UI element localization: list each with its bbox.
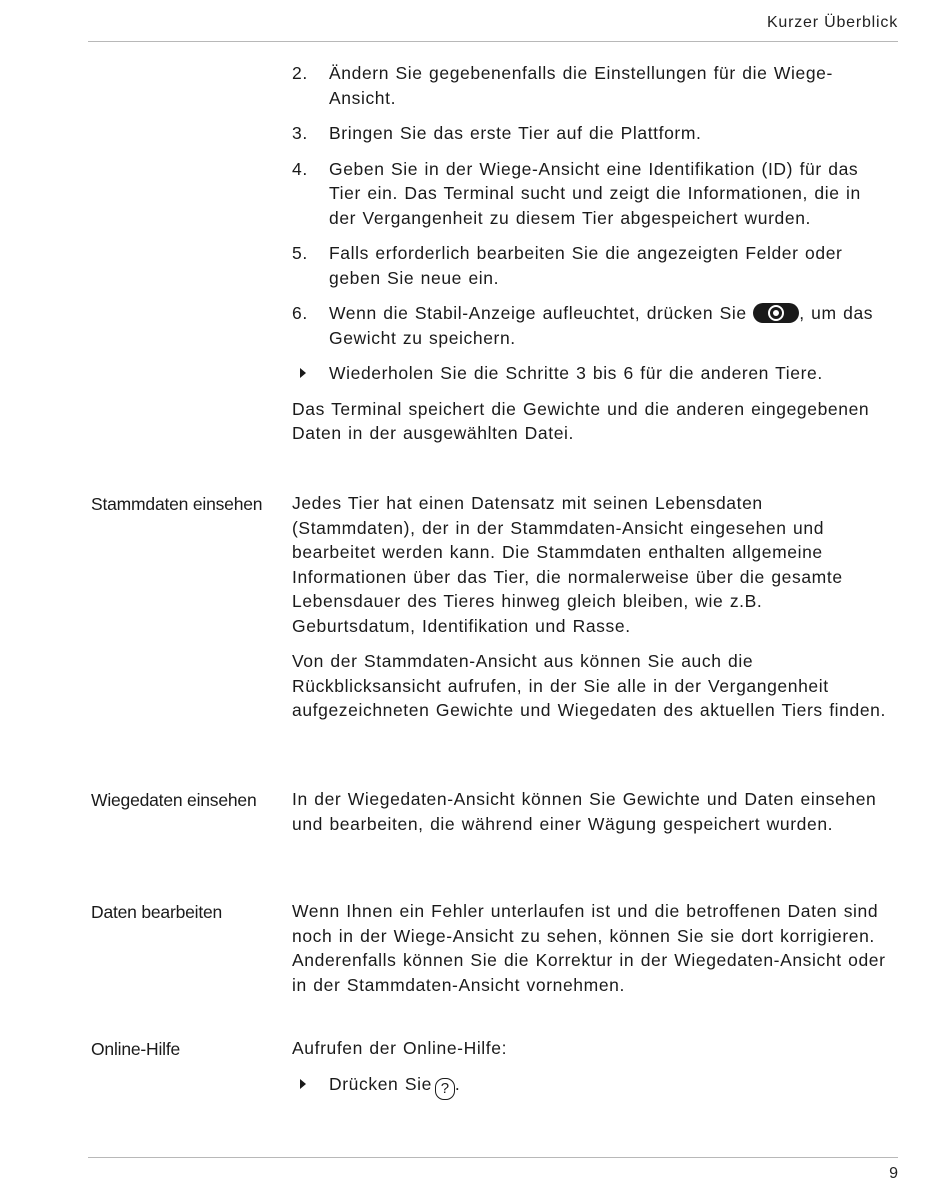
- repeat-step-text: Wiederholen Sie die Schritte 3 bis 6 für die anderen Tiere.: [329, 363, 823, 383]
- list-item: [292, 1072, 892, 1100]
- summary-paragraph: Das Terminal speichert die Gewichte und die anderen eingegebenen Daten in der ausgewählten Datei.: [292, 398, 870, 443]
- step-text-before: Wenn die Stabil-Anzeige aufleuchtet, drücken Sie: [329, 303, 747, 323]
- step-number: 5.: [292, 243, 308, 263]
- step-text-after: , um das Gewicht zu speichern.: [329, 303, 874, 348]
- header-divider: [88, 41, 898, 42]
- stammdaten-paragraph-1: Jedes Tier hat einen Datensatz mit seinen Lebensdaten (Stammdaten), der in der Stammdaten-Ansicht eingesehen und bearbeitet werden kann. Die Stammdaten enthalten allgemeine Informationen über das Tier, die normalerweise über die gesamte Lebensdauer des Tieres hinweg gleich bleiben, wie z.B. Geburtsdatum, Identifikation und Rasse.: [292, 493, 843, 636]
- step-number: 3.: [292, 123, 308, 143]
- stammdaten-paragraph-2: Von der Stammdaten-Ansicht aus können Sie auch die Rückblicksansicht aufrufen, in der Sie alle in der Vergangenheit aufgezeichneten Gewichte und Wiegedaten des aktuellen Tiers finden.: [292, 651, 886, 720]
- hilfe-step-after: .: [454, 1073, 461, 1094]
- list-item: [292, 241, 892, 290]
- section-label-bearbeiten: Daten bearbeiten: [91, 902, 223, 922]
- section-label-stammdaten: Stammdaten einsehen: [91, 494, 263, 514]
- hilfe-intro: Aufrufen der Online-Hilfe:: [292, 1038, 508, 1058]
- page-number: 9: [889, 1165, 898, 1182]
- step-number: 6.: [292, 303, 308, 323]
- stammdaten-content: [292, 491, 892, 723]
- list-item: [292, 61, 892, 110]
- list-item: [292, 121, 892, 146]
- step-text: Ändern Sie gegebenenfalls die Einstellungen für die Wiege-Ansicht.: [329, 63, 833, 108]
- wiegedaten-paragraph: In der Wiegedaten-Ansicht können Sie Gewichte und Daten einsehen und bearbeiten, die während einer Wägung gespeichert wurden.: [292, 789, 877, 834]
- help-key-icon: ?: [435, 1078, 455, 1100]
- enter-key-icon: [753, 303, 799, 323]
- hilfe-content: [292, 1036, 892, 1100]
- list-item: [292, 157, 892, 231]
- list-item: [292, 361, 892, 386]
- bearbeiten-paragraph: Wenn Ihnen ein Fehler unterlaufen ist und die betroffenen Daten sind noch in der Wiege-Ansicht zu sehen, können Sie sie dort korrigieren. Anderenfalls können Sie die Korrektur in der Wiegedaten-Ansicht oder in der Stammdaten-Ansicht vornehmen.: [292, 901, 886, 995]
- section-label-hilfe: Online-Hilfe: [91, 1039, 181, 1059]
- step-number: 2.: [292, 63, 308, 83]
- bullet-arrow-icon: [300, 368, 306, 378]
- step-number: 4.: [292, 158, 308, 179]
- step-text: Falls erforderlich bearbeiten Sie die angezeigten Felder oder geben Sie neue ein.: [329, 243, 843, 288]
- footer-divider: [88, 1157, 898, 1158]
- hilfe-step-text: Drücken Sie: [329, 1073, 432, 1094]
- step-text: Bringen Sie das erste Tier auf die Plattform.: [329, 123, 702, 143]
- bullet-arrow-icon: [300, 1079, 306, 1089]
- list-item: [292, 301, 892, 350]
- section-label-wiegedaten: Wiegedaten einsehen: [91, 790, 257, 810]
- step-text: Geben Sie in der Wiege-Ansicht eine Identifikation (ID) für das Tier ein. Das Terminal sucht und zeigt die Informationen, die in der Vergangenheit zu diesem Tier abgespeichert wurden.: [329, 158, 861, 228]
- running-header: Kurzer Überblick: [766, 14, 898, 31]
- steps-list: [292, 61, 892, 446]
